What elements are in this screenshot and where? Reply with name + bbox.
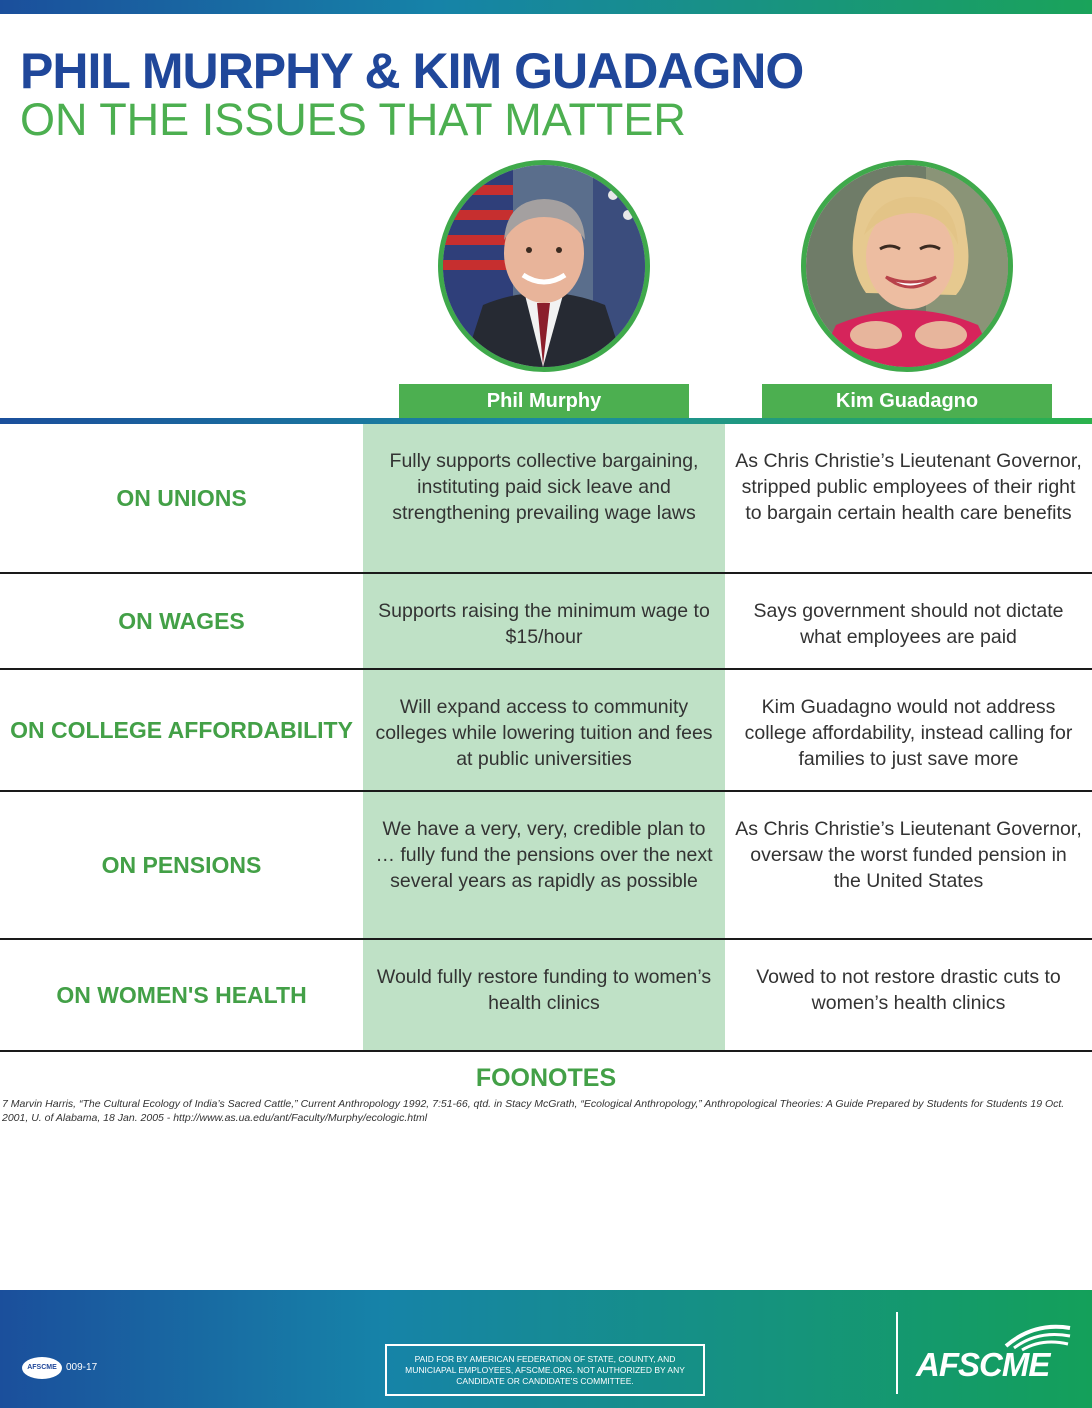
phil-murphy-portrait-image xyxy=(443,165,645,367)
murphy-position: Would fully restore funding to women’s health clinics xyxy=(376,966,712,1014)
job-code: 009-17 xyxy=(66,1362,98,1373)
kim-guadagno-portrait-image xyxy=(806,165,1008,367)
issue-label: ON UNIONS xyxy=(116,484,247,511)
footnotes-title: FOONOTES xyxy=(475,1064,617,1092)
paid-for-disclaimer: PAID FOR BY AMERICAN FEDERATION OF STATE, COUNTY, AND MUNICIAPAL EMPLOYEES, AFSCME.ORG. NOT AUTHORIZED BY ANY CANDIDATE OR CANDIDATE'S COMMITTEE. xyxy=(385,1344,705,1396)
guadagno-position: As Chris Christie’s Lieutenant Governor, oversaw the worst funded pension in the United States xyxy=(735,818,1082,892)
issue-label: ON COLLEGE AFFORDABILITY xyxy=(10,716,353,743)
murphy-position: We have a very, very, credible plan to … fully fund the pensions over the next several years as rapidly as possible xyxy=(375,818,713,892)
issue-row-womens-health xyxy=(0,940,1092,1052)
logo-divider xyxy=(896,1312,898,1394)
footnote-text: 7 Marvin Harris, “The Cultural Ecology of India’s Sacred Cattle,” Current Anthropology 1992, 7:51-66, qtd. in Stacy McGrath, “Ecological Anthropology,” Anthropological Theories: A Guide Prepared by Students for Students 19 Oct. 2001, U. of Alabama, 18 Jan. 2005 - http://www.as.ua.edu/ant/Faculty/Murphy/ecologic.html xyxy=(2,1098,1065,1124)
guadagno-position: Kim Guadagno would not address college affordability, instead calling for families to just save more xyxy=(744,696,1073,770)
issue-row-pensions xyxy=(0,792,1092,940)
issue-label: ON WAGES xyxy=(118,607,245,634)
candidate-tab-phil-murphy: Phil Murphy xyxy=(399,384,689,418)
guadagno-position: Vowed to not restore drastic cuts to women’s health clinics xyxy=(756,966,1061,1014)
page-subtitle: ON THE ISSUES THAT MATTER xyxy=(20,94,686,145)
issue-label: ON PENSIONS xyxy=(101,851,262,878)
page-title: PHIL MURPHY & KIM GUADAGNO xyxy=(20,43,804,99)
issue-row-unions xyxy=(0,424,1092,574)
murphy-position: Fully supports collective bargaining, instituting paid sick leave and strengthening prevailing wage laws xyxy=(389,450,699,524)
murphy-position: Will expand access to community colleges while lowering tuition and fees at public universities xyxy=(375,696,713,770)
phil-murphy-photo xyxy=(438,160,650,372)
issue-row-wages xyxy=(0,574,1092,670)
guadagno-position: Says government should not dictate what employees are paid xyxy=(753,600,1064,648)
afscme-logo-text: AFSCME xyxy=(916,1346,1050,1383)
kim-guadagno-photo xyxy=(801,160,1013,372)
top-gradient-bar xyxy=(0,0,1092,14)
candidate-tab-kim-guadagno: Kim Guadagno xyxy=(762,384,1052,418)
guadagno-position: As Chris Christie’s Lieutenant Governor, stripped public employees of their right to bargain certain health care benefits xyxy=(735,450,1082,524)
issue-row-college-affordability xyxy=(0,670,1092,792)
murphy-position: Supports raising the minimum wage to $15/hour xyxy=(378,600,710,648)
union-bug-icon: AFSCME xyxy=(22,1357,62,1379)
issue-label: ON WOMEN'S HEALTH xyxy=(56,981,307,1008)
